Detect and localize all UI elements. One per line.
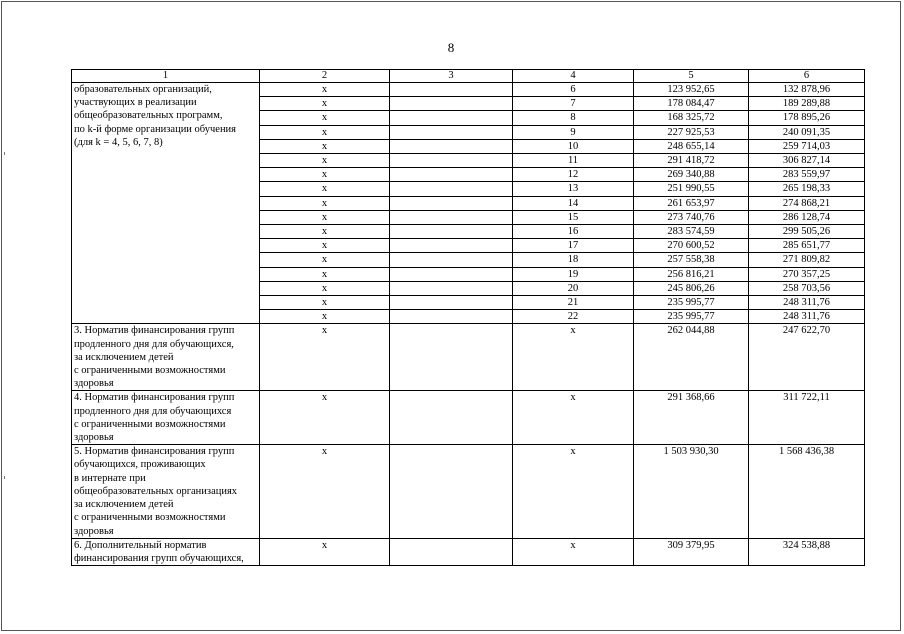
description-line: 3. Норматив финансирования групп — [74, 325, 235, 337]
document-page — [1, 1, 901, 631]
cell-col2: х — [260, 125, 390, 139]
cell-col5: 235 995,77 — [634, 310, 749, 324]
cell-col2: х — [260, 196, 390, 210]
cell-col4: 12 — [513, 168, 634, 182]
cell-col2: х — [260, 538, 390, 565]
cell-col2: х — [260, 253, 390, 267]
cell-col2: х — [260, 111, 390, 125]
description-line: 5. Норматив финансирования групп — [74, 446, 235, 458]
table-header-row — [72, 70, 865, 83]
cell-col4: 13 — [513, 182, 634, 196]
cell-col5: 309 379,95 — [634, 538, 749, 565]
cell-col3 — [390, 225, 513, 239]
cell-col2: х — [260, 83, 390, 97]
cell-col4: х — [513, 391, 634, 445]
cell-col5: 227 925,53 — [634, 125, 749, 139]
cell-col4: 6 — [513, 83, 634, 97]
cell-col4: 14 — [513, 196, 634, 210]
column-header: 6 — [749, 70, 865, 83]
cell-col3 — [390, 281, 513, 295]
description-line: обучающихся, проживающих — [74, 459, 206, 471]
cell-col6: 271 809,82 — [749, 253, 865, 267]
description-line: продленного дня для обучающихся — [74, 405, 232, 417]
description-line: общеобразовательных организациях — [74, 485, 238, 497]
cell-col5: 257 558,38 — [634, 253, 749, 267]
cell-col5: 261 653,97 — [634, 196, 749, 210]
cell-col3 — [390, 97, 513, 111]
financing-norms-table — [71, 69, 865, 566]
description-line: (для k = 4, 5, 6, 7, 8) — [74, 136, 163, 148]
column-header: 1 — [72, 70, 260, 83]
description-line: с ограниченными возможностями — [74, 418, 226, 430]
cell-col3 — [390, 253, 513, 267]
cell-col4: 20 — [513, 281, 634, 295]
cell-col2: х — [260, 182, 390, 196]
cell-col3 — [390, 310, 513, 324]
cell-col2: х — [260, 310, 390, 324]
cell-col5: 168 325,72 — [634, 111, 749, 125]
cell-col4: 8 — [513, 111, 634, 125]
column-header: 5 — [634, 70, 749, 83]
cell-col6: 285 651,77 — [749, 239, 865, 253]
cell-col2: х — [260, 139, 390, 153]
row-description — [72, 83, 260, 324]
cell-col2: х — [260, 267, 390, 281]
table-body — [72, 70, 865, 566]
description-line: образовательных организаций, — [74, 84, 212, 95]
cell-col5: 235 995,77 — [634, 296, 749, 310]
description-line: 6. Дополнительный норматив — [74, 539, 207, 551]
cell-col5: 273 740,76 — [634, 210, 749, 224]
cell-col5: 248 655,14 — [634, 139, 749, 153]
section-description — [72, 538, 260, 565]
cell-col2: х — [260, 391, 390, 445]
cell-col5: 245 806,26 — [634, 281, 749, 295]
cell-col6: 178 895,26 — [749, 111, 865, 125]
cell-col5: 256 816,21 — [634, 267, 749, 281]
description-line: здоровья — [74, 378, 114, 390]
cell-col6: 265 198,33 — [749, 182, 865, 196]
cell-col2: х — [260, 239, 390, 253]
cell-col6: 247 622,70 — [749, 324, 865, 391]
cell-col5: 270 600,52 — [634, 239, 749, 253]
section-row — [72, 391, 865, 445]
cell-col4: 22 — [513, 310, 634, 324]
cell-col4: 11 — [513, 154, 634, 168]
cell-col3 — [390, 125, 513, 139]
description-line: здоровья — [74, 432, 114, 444]
cell-col4: 7 — [513, 97, 634, 111]
cell-col3 — [390, 83, 513, 97]
cell-col2: х — [260, 445, 390, 538]
cell-col3 — [390, 324, 513, 391]
cell-col6: 189 289,88 — [749, 97, 865, 111]
section-description — [72, 391, 260, 445]
description-line: за исключением детей — [74, 499, 174, 511]
cell-col5: 251 990,55 — [634, 182, 749, 196]
column-header: 3 — [390, 70, 513, 83]
cell-col6: 324 538,88 — [749, 538, 865, 565]
cell-col3 — [390, 111, 513, 125]
cell-col6: 274 868,21 — [749, 196, 865, 210]
cell-col3 — [390, 168, 513, 182]
cell-col6: 258 703,56 — [749, 281, 865, 295]
cell-col3 — [390, 239, 513, 253]
cell-col4: 18 — [513, 253, 634, 267]
cell-col6: 248 311,76 — [749, 310, 865, 324]
description-line: общеобразовательных программ, — [74, 110, 223, 122]
description-line: 4. Норматив финансирования групп — [74, 392, 235, 404]
cell-col6: 311 722,11 — [749, 391, 865, 445]
cell-col5: 269 340,88 — [634, 168, 749, 182]
cell-col5: 123 952,65 — [634, 83, 749, 97]
cell-col4: 16 — [513, 225, 634, 239]
cell-col6: 270 357,25 — [749, 267, 865, 281]
description-line: финансирования групп обучающихся, — [74, 552, 244, 564]
section-row — [72, 538, 865, 565]
description-line: продленного дня для обучающихся, — [74, 338, 234, 350]
cell-col4: 21 — [513, 296, 634, 310]
cell-col4: 19 — [513, 267, 634, 281]
cell-col5: 178 084,47 — [634, 97, 749, 111]
column-header: 2 — [260, 70, 390, 83]
cell-col6: 1 568 436,38 — [749, 445, 865, 538]
description-line: в интернате при — [74, 472, 146, 484]
section-row — [72, 324, 865, 391]
cell-col6: 306 827,14 — [749, 154, 865, 168]
cell-col4: х — [513, 538, 634, 565]
cell-col4: х — [513, 324, 634, 391]
cell-col3 — [390, 391, 513, 445]
column-header: 4 — [513, 70, 634, 83]
cell-col5: 262 044,88 — [634, 324, 749, 391]
scan-mark — [4, 152, 5, 155]
cell-col4: 17 — [513, 239, 634, 253]
description-line: здоровья — [74, 525, 114, 537]
cell-col3 — [390, 182, 513, 196]
page-number: 8 — [447, 40, 455, 55]
cell-col3 — [390, 139, 513, 153]
cell-col6: 283 559,97 — [749, 168, 865, 182]
cell-col6: 240 091,35 — [749, 125, 865, 139]
cell-col4: х — [513, 445, 634, 538]
cell-col2: х — [260, 296, 390, 310]
cell-col5: 1 503 930,30 — [634, 445, 749, 538]
cell-col6: 299 505,26 — [749, 225, 865, 239]
cell-col2: х — [260, 97, 390, 111]
description-line: участвующих в реализации — [74, 97, 197, 109]
cell-col3 — [390, 267, 513, 281]
description-line: за исключением детей — [74, 351, 174, 363]
cell-col4: 10 — [513, 139, 634, 153]
cell-col3 — [390, 196, 513, 210]
cell-col5: 291 418,72 — [634, 154, 749, 168]
cell-col3 — [390, 154, 513, 168]
cell-col5: 283 574,59 — [634, 225, 749, 239]
cell-col3 — [390, 538, 513, 565]
cell-col4: 15 — [513, 210, 634, 224]
cell-col2: х — [260, 324, 390, 391]
cell-col6: 132 878,96 — [749, 83, 865, 97]
cell-col3 — [390, 210, 513, 224]
section-description — [72, 324, 260, 391]
description-line: с ограниченными возможностями — [74, 512, 226, 524]
cell-col2: х — [260, 225, 390, 239]
cell-col5: 291 368,66 — [634, 391, 749, 445]
description-line: по k-й форме организации обучения — [74, 123, 237, 135]
section-row — [72, 445, 865, 538]
cell-col3 — [390, 445, 513, 538]
cell-col6: 259 714,03 — [749, 139, 865, 153]
cell-col2: х — [260, 168, 390, 182]
cell-col2: х — [260, 281, 390, 295]
cell-col3 — [390, 296, 513, 310]
table-row — [72, 83, 865, 97]
cell-col2: х — [260, 210, 390, 224]
description-line: с ограниченными возможностями — [74, 365, 226, 377]
cell-col4: 9 — [513, 125, 634, 139]
cell-col6: 248 311,76 — [749, 296, 865, 310]
section-description — [72, 445, 260, 538]
cell-col6: 286 128,74 — [749, 210, 865, 224]
scan-mark — [4, 476, 5, 479]
cell-col2: х — [260, 154, 390, 168]
